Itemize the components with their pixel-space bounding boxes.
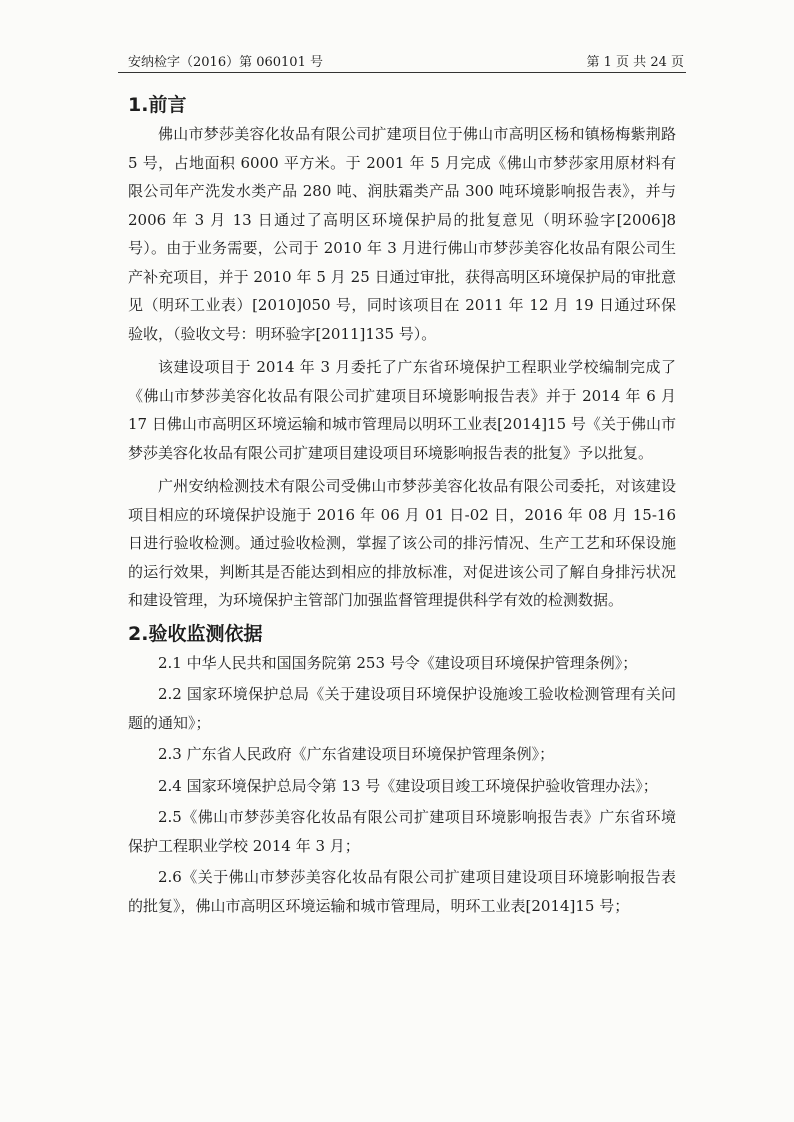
- section-title: 2.验收监测依据: [128, 622, 263, 645]
- list-item: 2.4 国家环境保护总局令第 13 号《建设项目竣工环境保护验收管理办法》；: [158, 776, 658, 795]
- section-title: 1.前言: [128, 94, 187, 116]
- list-item: 2.1 中华人民共和国国务院第 253 号令《建设项目环境保护管理条例》；: [158, 653, 638, 672]
- header-divider: [118, 72, 686, 73]
- section-basis: [128, 619, 676, 921]
- list-item: 2.5《佛山市梦莎美容化妆品有限公司扩建项目环境影响报告表》广东省环境保护工程职业学校 2014 年 3 月；: [128, 808, 676, 855]
- page-header: [128, 44, 684, 70]
- page-indicator: 第 1 页 共 24 页: [586, 55, 684, 70]
- document-body: [128, 90, 676, 920]
- section-preface: [128, 90, 676, 615]
- list-item: 2.6《关于佛山市梦莎美容化妆品有限公司扩建项目建设项目环境影响报告表的批复》，佛山市高明区环境运输和城市管理局，明环工业表[2014]15 号；: [128, 868, 676, 915]
- paragraph: 广州安纳检测技术有限公司受佛山市梦莎美容化妆品有限公司委托，对该建设项目相应的环境保护设施于 2016 年 06 月 01 日-02 日，2016 年 08 月 15-16 日进行验收检测。通过验收检测，掌握了该公司的排污情况、生产工艺和环保设施的运行效果，判断其是否能达到相应的排放标准，对促进该公司了解自身排污状况和建设管理，为环境保护主管部门加强监督管理提供科学有效的检测数据。: [128, 477, 676, 609]
- paragraph: 该建设项目于 2014 年 3 月委托了广东省环境保护工程职业学校编制完成了《佛山市梦莎美容化妆品有限公司扩建项目环境影响报告表》并于 2014 年 6 月 17 日佛山市高明区环境运输和城市管理局以明环工业表[2014]15 号《关于佛山市梦莎美容化妆品有限公司扩建项目建设项目环境影响报告表的批复》予以批复。: [128, 358, 676, 462]
- list-item: 2.3 广东省人民政府《广东省建设项目环境保护管理条例》；: [158, 745, 555, 763]
- list-item: 2.2 国家环境保护总局《关于建设项目环境保护设施竣工验收检测管理有关问题的通知》；: [128, 685, 676, 732]
- paragraph: 佛山市梦莎美容化妆品有限公司扩建项目位于佛山市高明区杨和镇杨梅紫荆路 5 号，占地面积 6000 平方米。于 2001 年 5 月完成《佛山市梦莎家用原材料有限公司年产洗发水类产品 280 吨、润肤霜类产品 300 吨环境影响报告表》，并与 2006 年 3 月 13 日通过了高明区环境保护局的批复意见（明环验字[2006]8 号）。由于业务需要，公司于 2010 年 3 月进行佛山市梦莎美容化妆品有限公司生产补充项目，并于 2010 年 5 月 25 日通过审批，获得高明区环境保护局的审批意见（明环工业表）[2010]050 号，同时该项目在 2011 年 12 月 19 日通过环保验收，（验收文号：明环验字[2011]135 号）。: [128, 125, 676, 343]
- document-number: 安纳检字（2016）第 060101 号: [128, 55, 323, 70]
